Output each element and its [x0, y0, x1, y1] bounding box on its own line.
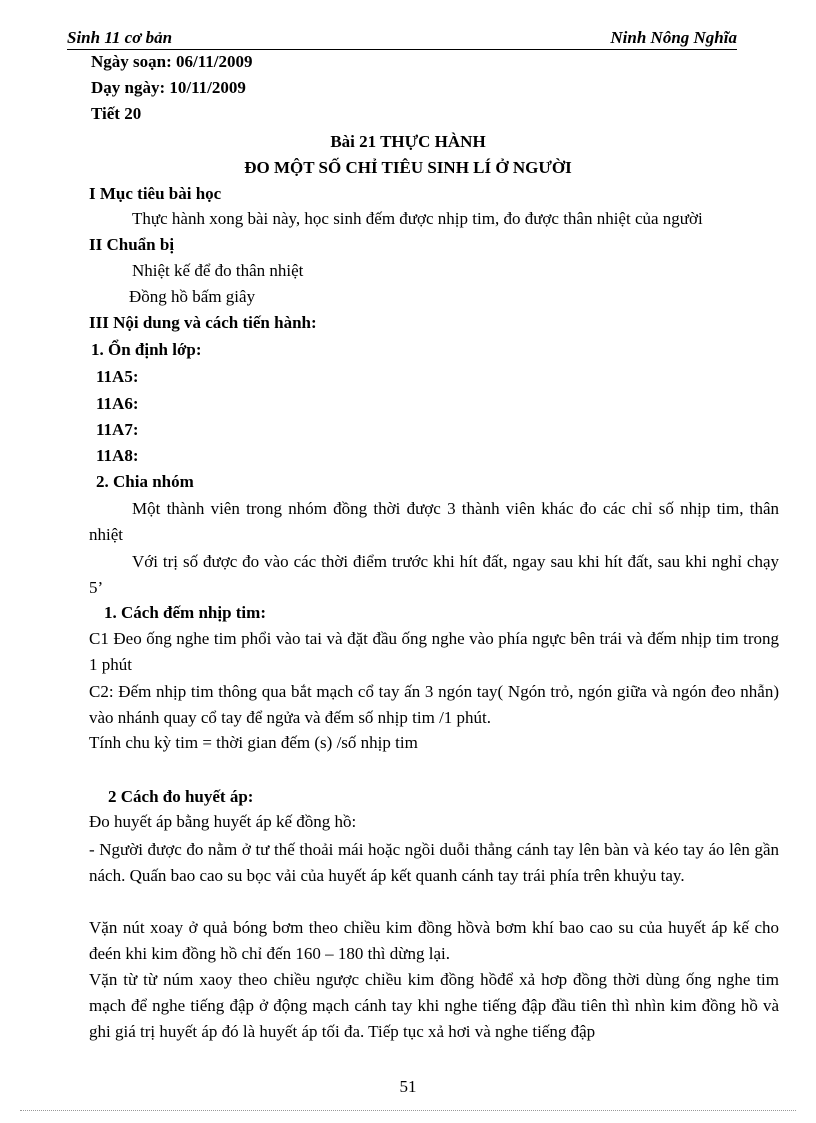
step-heading: 2. Chia nhóm: [96, 472, 194, 491]
paragraph: - Người được đo nằm ở tư thế thoải mái hoặc ngồi duỗi thẳng cánh tay lên bàn và kéo tay áo lên gần nách. Quấn bao cao su bọc vải của huyết áp kết quanh cánh tay trái phía trên khuỷu tay.: [89, 840, 779, 885]
paragraph: C1 Đeo ống nghe tim phổi vào tai và đặt đầu ống nghe vào phía ngực bên trái và đếm nhịp tim trong 1 phút: [89, 629, 779, 674]
lesson-period: Tiết 20: [91, 104, 142, 123]
class-label: 11A8:: [96, 446, 139, 465]
preparation-item: Đồng hồ bấm giây: [129, 287, 256, 306]
header-rule: [67, 49, 737, 50]
paragraph: Vặn nút xoay ở quả bóng bơm theo chiều kim đồng hồvà bơm khí bao cao su của huyết áp kế cho đeén khi kim đồng hồ chỉ đến 160 – 180 thì dừng lại.: [89, 918, 779, 963]
class-label: 11A7:: [96, 420, 139, 439]
footer-rule: [20, 1110, 796, 1111]
lesson-title: Bài 21 THỰC HÀNH: [330, 132, 486, 151]
class-label: 11A6:: [96, 394, 139, 413]
paragraph: Một thành viên trong nhóm đồng thời được 3 thành viên khác đo các chỉ số nhịp tim, thân nhiệt: [89, 499, 779, 544]
lesson-subtitle: ĐO MỘT SỐ CHỈ TIÊU SINH LÍ Ở NGƯỜI: [244, 158, 572, 177]
class-label: 11A5:: [96, 367, 139, 386]
section-objectives-heading: I Mục tiêu bài học: [89, 184, 222, 203]
formula-text: Tính chu kỳ tim = thời gian đếm (s) /số nhịp tim: [89, 733, 418, 752]
header-subject: Sinh 11 cơ bản: [67, 28, 173, 47]
teach-date: Dạy ngày: 10/11/2009: [91, 78, 246, 97]
page-number: 51: [399, 1077, 417, 1096]
paragraph: Vặn từ từ núm xaoy theo chiều ngược chiều kim đồng hồđể xả hơp đồng thời dùng ống nghe tim mạch để nghe tiếng đập ở động mạch cánh tay khi nghe tiếng đập đầu tiên thì nhìn kim đồng hồ và ghi giá trị huyết áp đó là huyết áp tối đa. Tiếp tục xả hơi và nghe tiếng đập: [89, 970, 779, 1041]
step-heading: 1. Ổn định lớp:: [91, 340, 202, 359]
paragraph: Với trị số được đo vào các thời điểm trước khi hít đất, ngay sau khi hít đất, sau khi nghỉ chạy 5’: [89, 552, 779, 597]
header-author: Ninh Nông Nghĩa: [610, 28, 737, 47]
objectives-text: Thực hành xong bài này, học sinh đếm được nhịp tim, đo được thân nhiệt của người: [132, 209, 703, 228]
subsection-heading: 2 Cách đo huyết áp:: [108, 787, 254, 806]
section-preparation-heading: II Chuẩn bị: [89, 235, 175, 254]
preparation-item: Nhiệt kế để đo thân nhiệt: [132, 261, 304, 280]
paragraph: C2: Đếm nhịp tim thông qua bắt mạch cổ tay ấn 3 ngón tay( Ngón trỏ, ngón giữa và ngón đeo nhẫn) vào nhánh quay cổ tay để ngửa và đếm số nhịp tim /1 phút.: [89, 682, 779, 727]
section-content-heading: III Nội dung và cách tiến hành:: [89, 313, 317, 332]
prep-date: Ngày soạn: 06/11/2009: [91, 52, 253, 71]
subsection-heading: 1. Cách đếm nhịp tim:: [104, 603, 266, 622]
paragraph: Đo huyết áp bằng huyết áp kế đồng hồ:: [89, 812, 357, 831]
